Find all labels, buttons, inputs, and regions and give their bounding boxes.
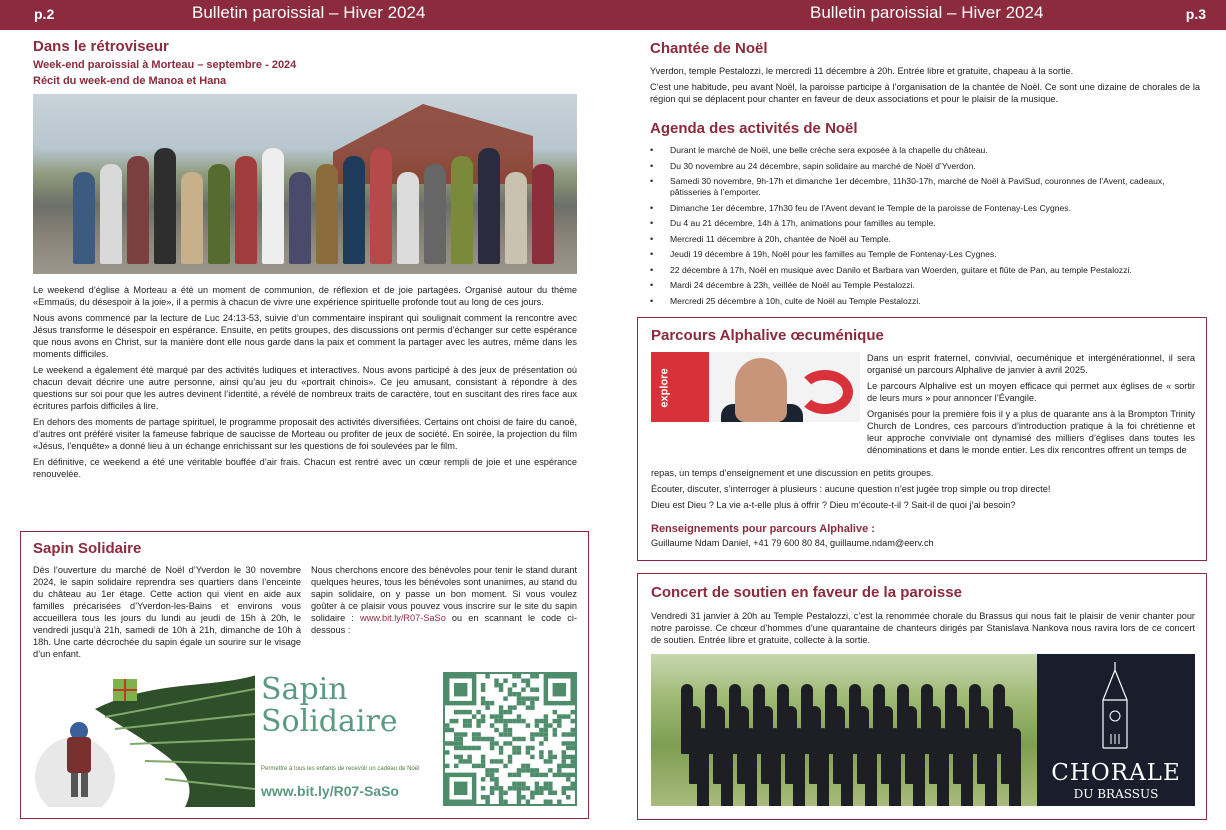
- choir-singer: [985, 728, 997, 806]
- group-person: [343, 156, 365, 264]
- chantee-text-2: C’est une habitude, peu avant Noël, la paroisse participe à l’organisation de la chantée de Noël. Ce sont une dizaine de chorales de la région qui se déplacent pour chanter en faveur de deux associations et pour le plaisir de la musique.: [650, 82, 1200, 104]
- sapin-title: Sapin Solidaire: [33, 540, 142, 557]
- alphalive-full-text: [651, 467, 1195, 515]
- retro-paragraph: En définitive, ce weekend a été une véritable bouffée d’air frais. Chacun est rentré avec un cœur rempli de joie et une espérance renouvelée.: [33, 457, 577, 479]
- choir-singer: [913, 728, 925, 806]
- sapin-art-title: [261, 674, 398, 738]
- retro-subtitle-recit: Récit du week-end de Manoa et Hana: [33, 75, 227, 87]
- alphalive-box: [637, 317, 1207, 561]
- agenda-item: • Durant le marché de Noël, une belle crèche sera exposée à la chapelle du château.: [650, 145, 1200, 156]
- page-number-left: p.2: [34, 6, 55, 22]
- agenda-item: • Mardi 24 décembre à 23h, veillée de Noël au Temple Pestalozzi.: [650, 280, 1200, 291]
- sapin-text-col2: [311, 564, 577, 636]
- alphalive-paragraph: repas, un temps d’enseignement et une discussion en petits groupes.: [651, 468, 934, 478]
- choir-photo: [651, 654, 1037, 806]
- choir-singer: [961, 728, 973, 806]
- choir-singer: [721, 728, 733, 806]
- chantee-text-1: Yverdon, temple Pestalozzi, le mercredi 11 décembre à 20h. Entrée libre et gratuite, chapeau à la sortie.: [650, 66, 1074, 76]
- choir-singer: [841, 728, 853, 806]
- alphalive-logo-arc: [797, 370, 853, 414]
- sapin-illustration: [35, 669, 271, 807]
- choir-singer: [817, 728, 829, 806]
- agenda-list: [650, 145, 1200, 307]
- sapin-art-title-line1: Sapin: [261, 672, 348, 707]
- choir-singer: [889, 728, 901, 806]
- concert-title: Concert de soutien en faveur de la paroisse: [651, 584, 962, 601]
- choir-singer: [1009, 728, 1021, 806]
- alphalive-red-panel: [651, 352, 709, 422]
- alphalive-image: [651, 352, 860, 422]
- alphalive-info-title: Renseignements pour parcours Alphalive :: [651, 523, 875, 535]
- sapin-box: [20, 531, 589, 819]
- retro-paragraph: En dehors des moments de partage spirituel, le programme proposait des activités diversifiées. Certains ont choisi de faire du canoë, d’autres ont préféré visiter la fameuse fabrique de saucisse de Morteau ou profiter de jeux de société. En soirée, la projection du film «Jésus, l’enquête» a donné lieu à un échange enrichissant sur les questions de foi soulevées par le film.: [33, 417, 577, 451]
- alphalive-explore-word: explore: [658, 368, 671, 408]
- sapin-art-tagline: Permettre à tous les enfants de recevoir un cadeau de Noël: [261, 766, 420, 772]
- sapin-text-col1: Dès l’ouverture du marché de Noël d’Yverdon le 30 novembre 2024, le sapin solidaire reprendra ses quartiers dans l’enceinte du château au 1er étage. Cette action qui vient en aide aux familles précarisées d’Yverdon-les-Bains et environs vous accueillera tous les jours du lundi au jeudi de 15h à 20h, le vendredi jusqu’à 21h, samedi de 10h à 21h, dimanche de 10h à 18h. Une carte décrochée du sapin égale un sourire sur le visage d’un enfant.: [33, 565, 301, 659]
- choir-singer: [697, 728, 709, 806]
- retro-paragraph: Nous avons commencé par la lecture de Luc 24:13-53, suivie d’un commentaire inspirant qui soulignait comment la rencontre avec Jésus transforme le désespoir en espérance. Ensuite, en petits groupes, des discussions ont permis d’échanger sur cette espérance que nous avons en Christ, sur la manière dont elle nous garde dans la paix et comment la partager avec les autres, même dans les moments difficiles.: [33, 313, 577, 359]
- page-number-right: p.3: [1185, 6, 1206, 22]
- agenda-item: • Jeudi 19 décembre à 19h, Noël pour les familles au Temple de Fontenay-Les Cygnes.: [650, 249, 1200, 260]
- agenda-article: [650, 120, 1200, 311]
- retro-paragraph: Le weekend a également été marqué par des activités ludiques et interactives. Nous avons participé à des jeux de présentation où chacun devait décrire une autre personne, ainsi qu’au jeu du «portrait chinois». Ce jeu amusant, consistant à répondre à des questions sur soi pour que les autres devinent l’identité, a révélé de nombreux traits de caractère, tout en suscitant des rires face aux écritures parfois difficiles à lire.: [33, 365, 577, 411]
- alphalive-paragraph: Écouter, discuter, s’interroger à plusieurs : aucune question n’est jugée trop simple ou trop directe!: [651, 484, 1051, 494]
- agenda-item: • Du 4 au 21 décembre, 14h à 17h, animations pour familles au temple.: [650, 218, 1200, 229]
- choir-singers: [671, 674, 1017, 806]
- sapin-volunteer-text: Nous cherchons encore des bénévoles pour tenir le stand durant quelques heures, tous les bénévoles sont unanimes, au stand du sapin solidaire, on y passe un bon moment. Si vous voulez goûter à ce plaisir vous pouvez vous inscrire sur le site du sapin solidaire :: [311, 565, 577, 623]
- group-photo: [33, 94, 577, 274]
- group-person: [370, 148, 392, 264]
- page-header: [0, 0, 1226, 30]
- church-steeple-icon: [1097, 660, 1133, 750]
- group-person: [532, 164, 554, 264]
- group-person: [262, 148, 284, 264]
- alphalive-contact: Guillaume Ndam Daniel, +41 79 600 80 84, guillaume.ndam@eerv.ch: [651, 538, 934, 548]
- retro-article: [33, 38, 577, 484]
- chorale-logo: [1037, 654, 1195, 806]
- bulletin-title-right: Bulletin paroissial – Hiver 2024: [810, 3, 1044, 22]
- concert-text: Vendredi 31 janvier à 20h au Temple Pestalozzi, c’est la renommée chorale du Brassus qui nous fait le plaisir de venir chanter pour notre paroisse. Ce chœur d’hommes d’une quarantaine de chanteurs dirigés par Stanislava Nankova nous ravira lors de ce concert de soutien. Entrée libre et gratuite, collecte à la sortie.: [651, 611, 1195, 645]
- group-person: [235, 156, 257, 264]
- qr-code-icon[interactable]: [443, 672, 577, 806]
- alphalive-paragraph: Le parcours Alphalive est un moyen efficace qui permet aux églises de « sortir de leurs murs » pour annoncer l’Évangile.: [867, 381, 1195, 403]
- agenda-item: • Samedi 30 novembre, 9h-17h et dimanche 1er décembre, 11h30-17h, marché de Noël à PaviSud, couronnes de l’Avent, cadeaux, pâtisseries à l’emporter.: [650, 176, 1200, 198]
- group-person: [181, 172, 203, 264]
- agenda-title: Agenda des activités de Noël: [650, 120, 858, 137]
- agenda-item: • Du 30 novembre au 24 décembre, sapin solidaire au marché de Noël d’Yverdon.: [650, 161, 1200, 172]
- group-person: [397, 172, 419, 264]
- retro-title: Dans le rétroviseur: [33, 38, 169, 55]
- group-person: [289, 172, 311, 264]
- concert-box: [637, 573, 1207, 820]
- choir-singer: [769, 728, 781, 806]
- choir-singer: [865, 728, 877, 806]
- group-person: [505, 172, 527, 264]
- choir-singer: [793, 728, 805, 806]
- alphalive-title: Parcours Alphalive œcuménique: [651, 327, 884, 344]
- sapin-link[interactable]: www.bit.ly/R07-SaSo: [360, 613, 446, 623]
- chantee-article: [650, 40, 1200, 105]
- group-person: [100, 164, 122, 264]
- group-person: [73, 172, 95, 264]
- retro-paragraph: Le weekend d’église à Morteau a été un moment de communion, de réflexion et de joie partagées. Organisé autour du thème «Emmaüs, du désespoir à la joie», il a permis à chacun de vivre une expérience spirituelle profonde tout au long de ces jours.: [33, 285, 577, 307]
- alphalive-paragraph: Dieu est Dieu ? La vie a-t-elle plus à offrir ? Dieu m’écoute-t-il ? Sait-il de quoi j’ai besoin?: [651, 500, 1016, 510]
- choir-singer: [937, 728, 949, 806]
- alphalive-side-text: [867, 352, 1195, 460]
- group-person: [316, 164, 338, 264]
- sapin-scan-text: ou en scannant le code ci-dessous :: [311, 613, 577, 635]
- agenda-item: • Mercredi 25 décembre à 10h, culte de Noël au Temple Pestalozzi.: [650, 296, 1200, 307]
- group-person: [424, 164, 446, 264]
- chorale-logo-sub: DU BRASSUS: [1073, 787, 1159, 801]
- agenda-item: • Dimanche 1er décembre, 17h30 feu de l’Avent devant le Temple de la paroisse de Fontenay-Les Cygnes.: [650, 203, 1200, 214]
- group-person: [478, 148, 500, 264]
- group-person: [154, 148, 176, 264]
- sapin-art-title-line2: Solidaire: [261, 704, 398, 739]
- agenda-item: • 22 décembre à 17h, Noël en musique avec Danilo et Barbara van Woerden, guitare et flûte de Pan, au temple Pestalozzi.: [650, 265, 1200, 276]
- group-person: [451, 156, 473, 264]
- chantee-title: Chantée de Noël: [650, 40, 768, 57]
- alphalive-paragraph: Dans un esprit fraternel, convivial, oecuménique et intergénérationnel, il sera organisé un parcours Alphalive de janvier à avril 2025.: [867, 353, 1195, 375]
- alphalive-person-face: [735, 358, 787, 422]
- agenda-item: • Mercredi 11 décembre à 20h, chantée de Noël au Temple.: [650, 234, 1200, 245]
- sapin-art-url: www.bit.ly/R07-SaSo: [261, 783, 399, 799]
- group-person: [127, 156, 149, 264]
- choir-singer: [745, 728, 757, 806]
- group-person: [208, 164, 230, 264]
- bulletin-title-left: Bulletin paroissial – Hiver 2024: [192, 3, 426, 22]
- group-people: [73, 134, 557, 264]
- chorale-logo-name: CHORALE: [1051, 760, 1181, 786]
- retro-subtitle-weekend: Week-end paroissial à Morteau – septembre - 2024: [33, 59, 297, 71]
- alphalive-paragraph: Organisés pour la première fois il y a plus de quarante ans à la Brompton Trinity Church de Londres, ces parcours d’introduction pratique à la foi chrétienne et leur approche conviviale ont dynamisé des milliers d’églises dans toutes les dénominations et dans le monde entier. Les dix rencontres offrent un temps de: [867, 409, 1195, 455]
